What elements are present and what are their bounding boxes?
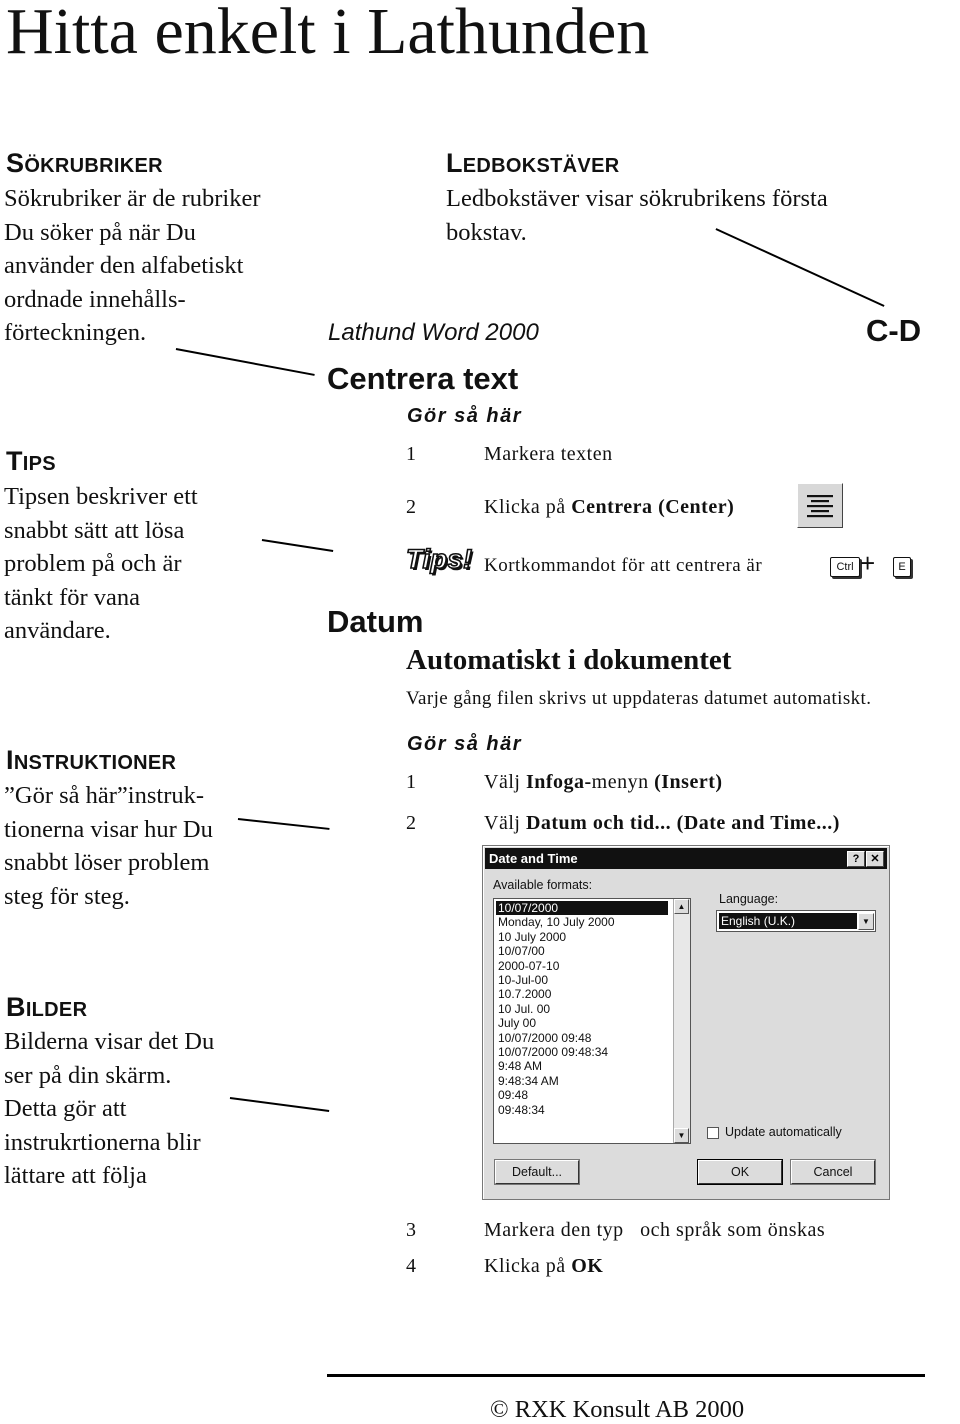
format-item[interactable]: 10/07/2000 09:48 xyxy=(498,1030,592,1045)
step-text-bold: OK xyxy=(571,1255,604,1277)
sokrubriker-heading xyxy=(6,148,163,179)
language-value: English (U.K.) xyxy=(719,913,857,929)
step-text-plain: Klicka på xyxy=(484,1255,572,1277)
step-text xyxy=(484,1255,603,1278)
sokrubriker-line: ordnade innehålls- xyxy=(4,285,186,313)
sokrubriker-heading-initial: S xyxy=(6,148,25,178)
format-item[interactable]: 10 Jul. 00 xyxy=(498,1001,551,1016)
tips-heading-initial: T xyxy=(6,446,23,476)
ledbokstaver-line: Ledbokstäver visar sökrubrikens första xyxy=(446,185,828,212)
step-text-bold: Centrera xyxy=(571,496,653,518)
format-item[interactable]: 09:48 xyxy=(498,1088,529,1103)
bilder-heading-initial: B xyxy=(6,992,26,1022)
step-number: 1 xyxy=(406,443,416,465)
scroll-down-arrow-icon[interactable]: ▼ xyxy=(674,1128,689,1143)
format-item[interactable]: 10/07/00 xyxy=(498,944,545,959)
page-title: Hitta enkelt i Lathunden xyxy=(6,0,650,68)
sokrubriker-line: Sökrubriker är de rubriker xyxy=(4,185,261,212)
date-time-dialog xyxy=(482,845,890,1200)
cancel-button[interactable]: Cancel xyxy=(791,1160,875,1184)
help-button[interactable]: ? xyxy=(847,851,865,867)
instruktioner-heading-initial: I xyxy=(6,745,14,775)
running-header-code: C-D xyxy=(866,313,922,348)
step-text xyxy=(484,771,723,794)
step-number: 3 xyxy=(406,1219,416,1241)
default-button[interactable]: Default... xyxy=(495,1160,579,1184)
format-item[interactable]: 10/07/2000 xyxy=(496,901,668,915)
pointer-line-bilder xyxy=(230,1097,329,1112)
formats-label: Available formats: xyxy=(493,878,593,892)
ledbokstaver-heading-initial: L xyxy=(446,148,463,178)
step-text: Markera den typ och språk som önskas xyxy=(484,1219,826,1241)
step-text-plain: Välj xyxy=(484,812,526,834)
footer-copyright: © RXK Konsult AB 2000 xyxy=(490,1396,745,1423)
ok-button[interactable]: OK xyxy=(698,1160,782,1184)
format-item[interactable]: 09:48:34 xyxy=(498,1102,545,1117)
tips-line: snabbt sätt att lösa xyxy=(4,516,185,544)
gor-sa-har-label: Gör så här xyxy=(407,733,523,755)
language-select[interactable] xyxy=(716,910,876,932)
ctrl-key: Ctrl xyxy=(830,557,860,577)
dialog-titlebar xyxy=(485,848,887,869)
section-title-datum: Datum xyxy=(327,604,424,639)
format-item[interactable]: 10/07/2000 09:48:34 xyxy=(498,1045,609,1059)
chevron-down-icon[interactable]: ▼ xyxy=(858,913,874,930)
tips-heading xyxy=(6,446,56,477)
tips-line: användare. xyxy=(4,617,111,644)
bilder-line: instrukrtionerna blir xyxy=(4,1128,201,1156)
align-center-icon xyxy=(798,484,842,527)
tips-line: tänkt för vana xyxy=(4,583,141,611)
scroll-up-arrow-icon[interactable]: ▲ xyxy=(674,899,689,914)
format-item[interactable]: 10.7.2000 xyxy=(498,987,552,1002)
ledbokstaver-line: bokstav. xyxy=(446,218,527,246)
bilder-line: Bilderna visar det Du xyxy=(4,1028,215,1055)
update-checkbox[interactable] xyxy=(707,1127,719,1139)
instruktioner-heading xyxy=(6,745,176,776)
formats-scrollbar[interactable] xyxy=(673,899,690,1143)
format-item[interactable]: 9:48 AM xyxy=(498,1059,543,1074)
pointer-line-instruktioner xyxy=(238,818,330,830)
pointer-line-sokrubriker xyxy=(176,348,315,376)
instruktioner-text xyxy=(4,779,213,913)
bilder-heading xyxy=(6,992,87,1023)
bilder-line: ser på din skärm. xyxy=(4,1061,172,1089)
pointer-line-tips xyxy=(262,539,333,552)
tips-badge: Tips! xyxy=(406,544,473,574)
align-center-button[interactable] xyxy=(797,483,843,528)
step-number: 2 xyxy=(406,496,416,518)
ledbokstaver-heading-rest: EDBOKSTÄVER xyxy=(462,155,620,177)
close-button[interactable]: ✕ xyxy=(866,851,884,867)
update-label: Update automatically xyxy=(725,1125,842,1139)
language-label: Language: xyxy=(719,892,779,906)
tips-text xyxy=(4,480,198,648)
datum-subtitle: Automatiskt i dokumentet xyxy=(406,644,732,676)
bilder-line: Detta gör att xyxy=(4,1095,127,1122)
step-text-plain: Klicka på xyxy=(484,496,572,518)
step-text-bold: Infoga- xyxy=(525,771,592,793)
gor-sa-har-label: Gör så här xyxy=(407,405,523,427)
format-item[interactable]: Monday, 10 July 2000 xyxy=(498,915,615,930)
step-text-plain: menyn xyxy=(591,771,655,793)
tips-text: Kortkommandot för att centrera är xyxy=(484,555,763,576)
format-item[interactable]: 9:48:34 AM xyxy=(498,1073,559,1088)
instruktioner-line: tionerna visar hur Du xyxy=(4,815,213,843)
step-text xyxy=(484,496,734,519)
step-number: 2 xyxy=(406,812,416,834)
format-item[interactable]: 2000-07-10 xyxy=(498,958,560,973)
tips-line: Tipsen beskriver ett xyxy=(4,483,198,510)
sokrubriker-heading-rest: ÖKRUBRIKER xyxy=(24,155,163,177)
step-text-plain: Välj xyxy=(484,771,526,793)
step-text-bold: (Insert) xyxy=(654,771,723,793)
bilder-line: lättare att följa xyxy=(4,1162,147,1189)
instruktioner-line: steg för steg. xyxy=(4,882,130,910)
step-number: 4 xyxy=(406,1255,416,1277)
instruktioner-line: ”Gör så här”instruk- xyxy=(4,782,205,809)
e-key: E xyxy=(893,557,911,577)
ledbokstaver-text xyxy=(446,182,828,249)
instruktioner-heading-rest: NSTRUKTIONER xyxy=(13,752,177,774)
tips-line: problem på och är xyxy=(4,550,182,577)
format-item[interactable]: 10 July 2000 xyxy=(498,929,567,944)
datum-description: Varje gång filen skrivs ut uppdateras datumet automatiskt. xyxy=(406,688,872,709)
instruktioner-line: snabbt löser problem xyxy=(4,849,210,876)
section-title-centrera: Centrera text xyxy=(327,361,519,396)
bilder-text xyxy=(4,1025,214,1193)
tips-heading-rest: IPS xyxy=(22,453,56,475)
bilder-heading-rest: ILDER xyxy=(25,999,88,1021)
plus-sign: + xyxy=(860,548,876,578)
format-item[interactable]: July 00 xyxy=(498,1016,537,1031)
formats-listbox[interactable] xyxy=(493,898,691,1144)
sokrubriker-line: Du söker på när Du xyxy=(4,218,196,246)
step-text-bold: Datum och tid... (Date and Time...) xyxy=(525,812,840,834)
step-number: 1 xyxy=(406,771,416,793)
step-text-bold: (Center) xyxy=(652,496,735,518)
format-item[interactable]: 10-Jul-00 xyxy=(498,973,549,987)
ledbokstaver-heading xyxy=(446,148,619,179)
step-text: Markera texten xyxy=(484,443,613,465)
sokrubriker-line: förteckningen. xyxy=(4,319,147,346)
dialog-title: Date and Time xyxy=(489,851,578,866)
sokrubriker-text xyxy=(4,182,260,350)
sokrubriker-line: använder den alfabetiskt xyxy=(4,252,244,279)
footer-rule xyxy=(327,1374,925,1377)
running-header-title: Lathund Word 2000 xyxy=(328,319,539,346)
step-text xyxy=(484,812,840,835)
